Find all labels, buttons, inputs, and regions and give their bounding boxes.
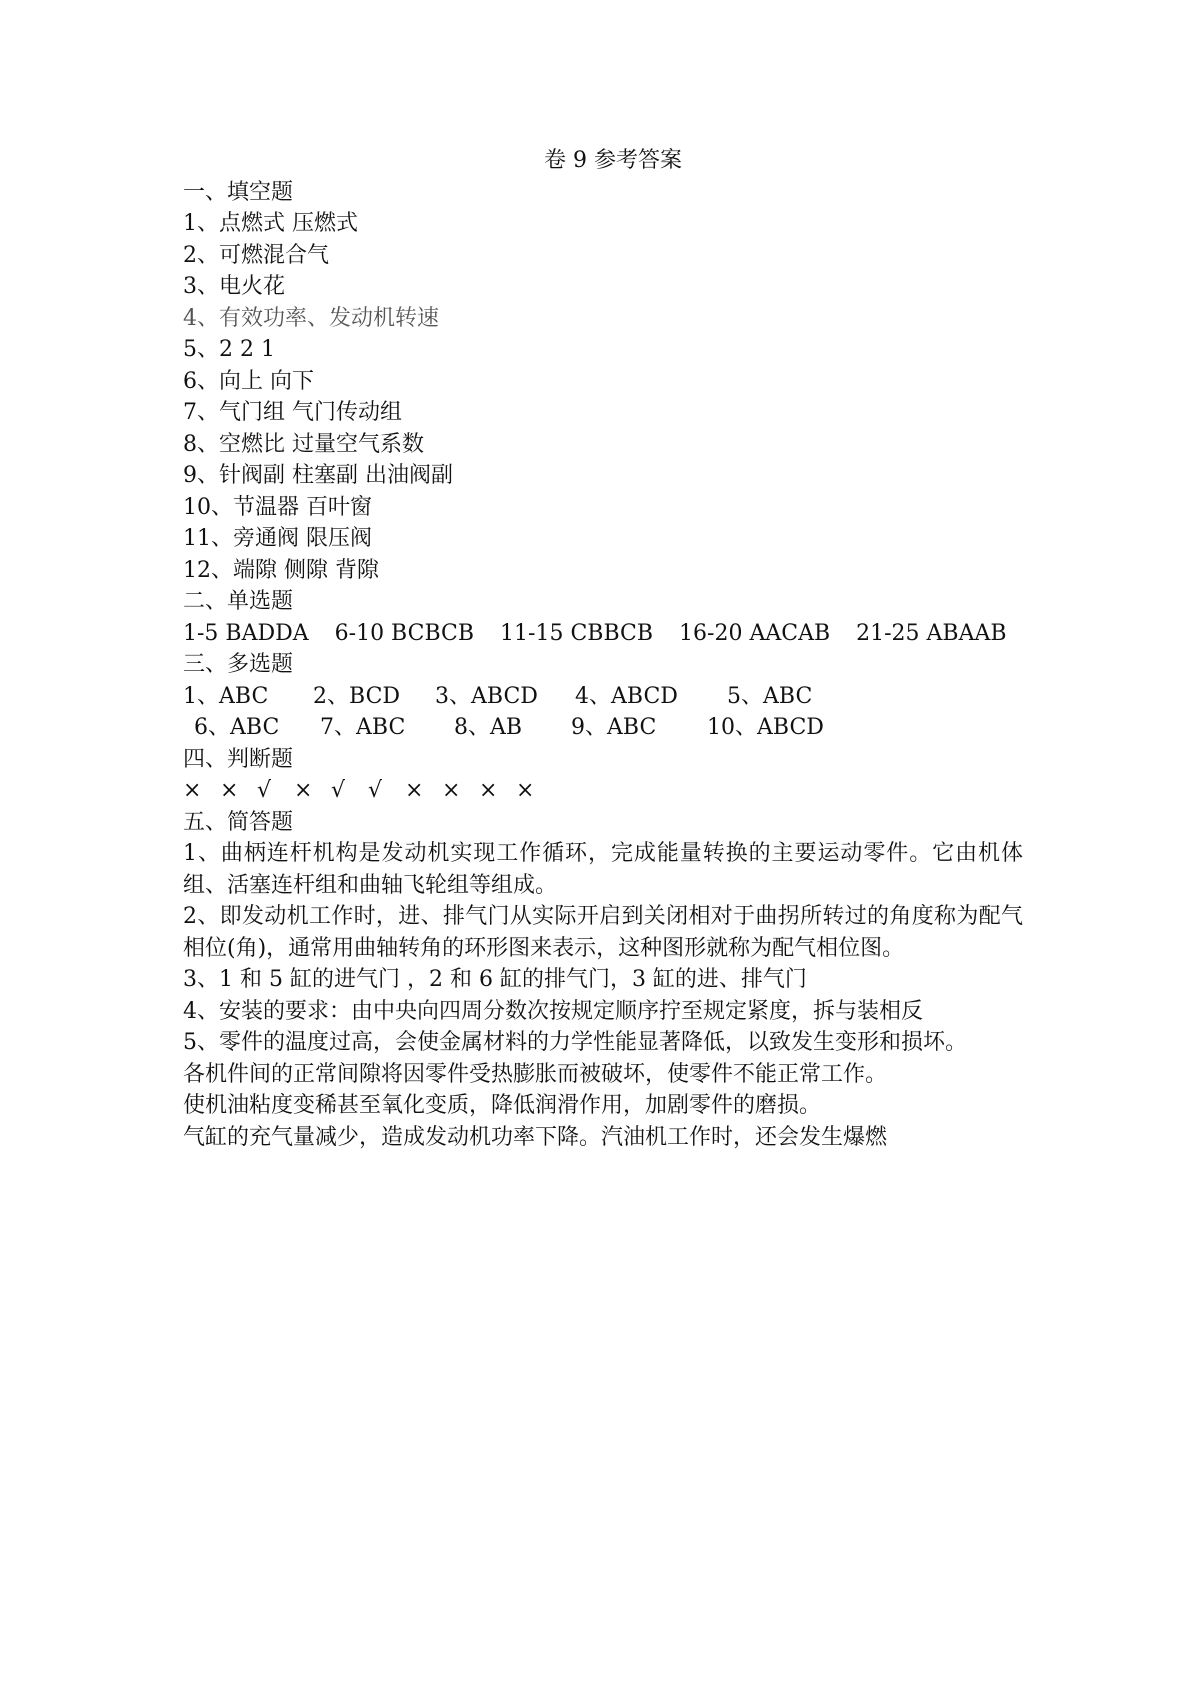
fill-answer-1: 1、点燃式 压燃式 xyxy=(183,211,358,236)
fill-answer-2: 2、可燃混合气 xyxy=(183,242,329,268)
short-answer-4: 4、安装的要求：由中央向四周分数次按规定顺序拧至规定紧度，拆与装相反 xyxy=(183,998,923,1024)
fill-answer-3: 3、电火花 xyxy=(183,274,285,299)
multi-answer-4: 4、ABCD xyxy=(575,683,678,709)
short-answer-5-line-1: 5、零件的温度过高，会使金属材料的力学性能显著降低，以致发生变形和损坏。 xyxy=(183,1030,967,1055)
multi-answer-6: 6、ABC xyxy=(194,715,280,740)
judge-mark-6: √ xyxy=(368,778,383,803)
short-answer-3: 3、1 和 5 缸的进气门 ，2 和 6 缸的排气门，3 缸的进、排气门 xyxy=(183,967,807,992)
judge-mark-3: √ xyxy=(257,778,272,803)
judge-mark-9: × xyxy=(479,778,498,803)
judge-mark-7: × xyxy=(405,778,424,803)
short-answer-2: 2、即发动机工作时，进、排气门从实际开启到关闭相对于曲拐所转过的角度称为配气相位(角)，通常用曲轴转角的环形图来表示，这种图形就称为配气相位图。 xyxy=(183,904,1023,961)
fill-answer-11: 11、旁通阀 限压阀 xyxy=(183,526,372,551)
fill-answer-7: 7、气门组 气门传动组 xyxy=(183,400,402,425)
section-heading-multi: 三、多选题 xyxy=(183,652,294,677)
fill-answer-8: 8、空燃比 过量空气系数 xyxy=(183,431,424,457)
fill-answer-10: 10、节温器 百叶窗 xyxy=(183,494,372,520)
multi-choice-row-1 xyxy=(183,681,1023,713)
true-false-answers xyxy=(183,775,1023,807)
multi-answer-10: 10、ABCD xyxy=(707,715,824,740)
short-answer-5-line-2: 各机件间的正常间隙将因零件受热膨胀而被破坏，使零件不能正常工作。 xyxy=(183,1061,888,1087)
judge-mark-4: × xyxy=(294,778,313,803)
section-heading-judge: 四、判断题 xyxy=(183,746,294,772)
multi-answer-9: 9、ABC xyxy=(571,715,657,740)
section-heading-short: 五、简答题 xyxy=(183,809,294,835)
multi-answer-7: 7、ABC xyxy=(320,715,406,740)
short-answer-1: 1、曲柄连杆机构是发动机实现工作循环，完成能量转换的主要运动零件。它由机体组、活塞连杆组和曲轴飞轮组等组成。 xyxy=(183,841,1023,898)
multi-answer-8: 8、AB xyxy=(454,715,523,740)
fill-answer-6: 6、向上 向下 xyxy=(183,368,314,394)
multi-answer-3: 3、ABCD xyxy=(435,683,538,709)
judge-mark-2: × xyxy=(220,778,239,803)
judge-mark-5: √ xyxy=(331,778,346,803)
single-choice-answers xyxy=(183,618,1023,650)
multi-answer-2: 2、BCD xyxy=(313,683,401,709)
fill-answer-5: 5、2 2 1 xyxy=(183,337,275,362)
single-group-5: 21-25 ABAAB xyxy=(856,620,1007,646)
multi-answer-1: 1、ABC xyxy=(183,683,269,709)
judge-mark-8: × xyxy=(442,778,461,803)
single-group-1: 1-5 BADDA xyxy=(183,620,309,646)
short-answer-5-line-3: 使机油粘度变稀甚至氧化变质，降低润滑作用，加剧零件的磨损。 xyxy=(183,1093,822,1118)
single-group-4: 16-20 AACAB xyxy=(679,620,831,646)
section-heading-fill: 一、填空题 xyxy=(183,179,294,205)
answer-content xyxy=(183,145,1023,1153)
single-group-2: 6-10 BCBCB xyxy=(334,620,475,646)
document-title: 卷 9 参考答案 xyxy=(544,148,682,173)
multi-choice-row-2 xyxy=(183,712,1023,744)
multi-answer-5: 5、ABC xyxy=(727,683,813,709)
fill-answer-4: 4、有效功率、发动机转速 xyxy=(183,305,439,331)
fill-answer-12: 12、端隙 侧隙 背隙 xyxy=(183,557,379,583)
fill-answer-9: 9、针阀副 柱塞副 出油阀副 xyxy=(183,463,453,488)
judge-mark-10: × xyxy=(516,778,535,803)
short-answer-5-line-4: 气缸的充气量减少，造成发动机功率下降。汽油机工作时，还会发生爆燃 xyxy=(183,1124,888,1150)
judge-mark-1: × xyxy=(183,778,202,803)
single-group-3: 11-15 CBBCB xyxy=(500,620,654,646)
section-heading-single: 二、单选题 xyxy=(183,589,294,614)
